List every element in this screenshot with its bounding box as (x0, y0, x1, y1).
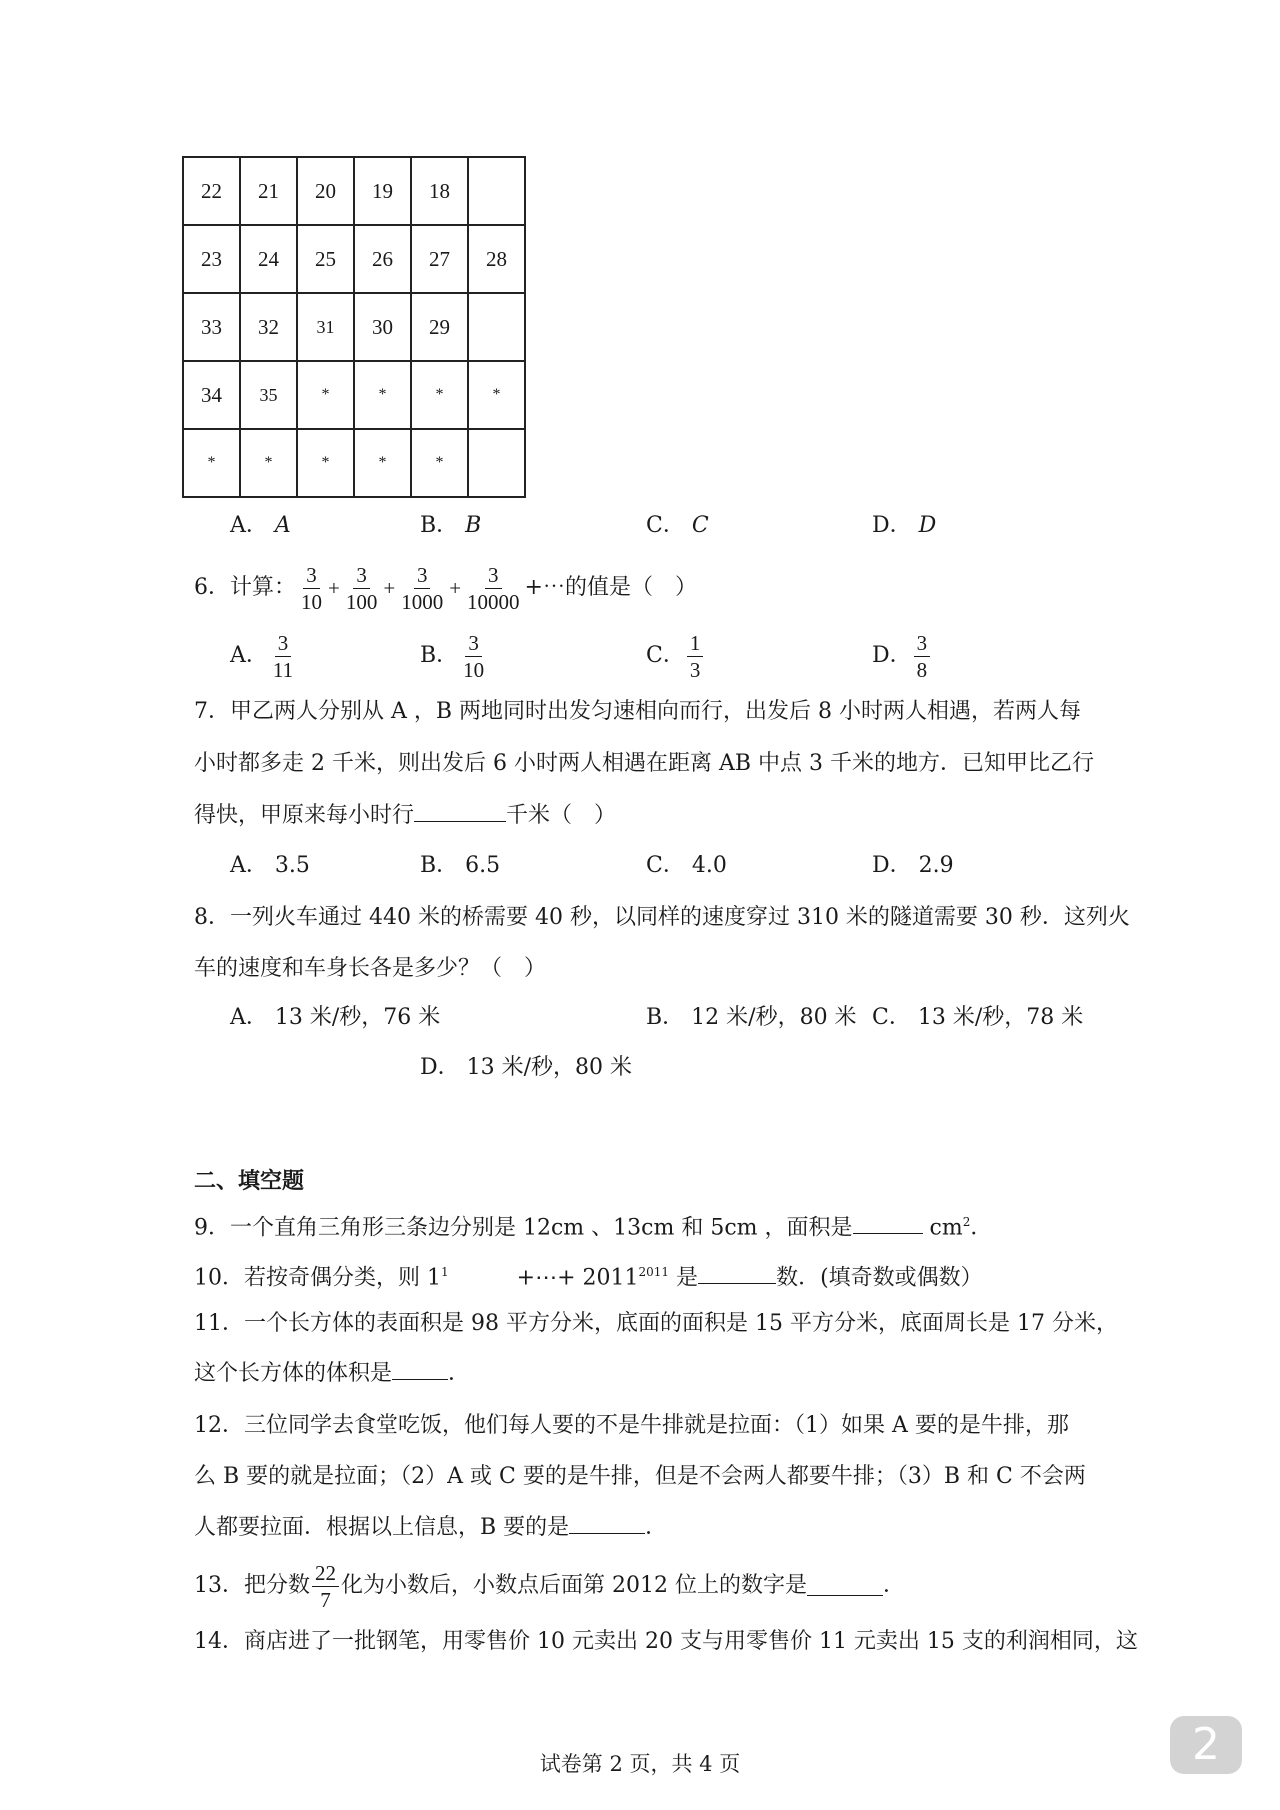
grid-cell: 25 (297, 225, 354, 293)
q6-term-1: $\frac{3}{10}$ (301, 562, 322, 614)
grid-cell: 35 (240, 361, 297, 429)
q7-line-2: 小时都多走 2 千米，则出发后 6 小时两人相遇在距离 AB 中点 3 千米的地方．已知甲比乙行 (194, 751, 1094, 776)
grid-cell: * (297, 361, 354, 429)
grid-cell: 29 (411, 293, 468, 361)
q6-option-b: B． $\frac{3}{10}$ (420, 630, 485, 682)
q7-answer-blank[interactable] (414, 803, 506, 822)
q12-line-1: 12．三位同学去食堂吃饭，他们每人要的不是牛排就是拉面：（1）如果 A 要的是牛排，那 (194, 1413, 1069, 1438)
q12-line-3: 人都要拉面．根据以上信息，B 要的是 ． (194, 1515, 668, 1540)
grid-cell: 26 (354, 225, 411, 293)
q13-fraction: $\frac{22}{7}$ (312, 1561, 339, 1612)
grid-cell: 23 (183, 225, 240, 293)
q14-line-1: 14．商店进了一批钢笔，用零售价 10 元卖出 20 支与用零售价 11 元卖出 15 支的利润相同，这 (194, 1629, 1138, 1654)
grid-row (183, 157, 525, 225)
grid-cell (468, 293, 525, 361)
q6-question: 6．计算： $\frac{3}{10}$ + $\frac{3}{100}$ + $\frac{3}{1000}$ + $\frac{3}{10000}$ +⋯的值是（ ） (194, 562, 697, 614)
grid-cell: * (354, 361, 411, 429)
page-footer: 试卷第 2 页，共 4 页 (539, 1752, 741, 1776)
q7-option-a: A． 3.5 (230, 853, 310, 878)
q7-line-3: 得快，甲原来每小时行 千米（ ） (194, 803, 617, 828)
q6-term-2: $\frac{3}{100}$ (345, 562, 378, 614)
q5-option-d: D． D (872, 513, 937, 538)
grid-cell: * (411, 361, 468, 429)
q6-option-a: A． $\frac{3}{11}$ (230, 630, 294, 682)
grid-cell: 18 (411, 157, 468, 225)
q9-question: 9．一个直角三角形三条边分别是 12cm 、13cm 和 5cm ，面积是 $cm^2$． (194, 1215, 993, 1241)
q8-option-b: B． 12 米/秒，80 米 (646, 1005, 857, 1030)
grid-cell: 31 (297, 293, 354, 361)
grid-cell (468, 429, 525, 497)
q6-term-3: $\frac{3}{1000}$ (401, 562, 444, 614)
page-number-badge: 2 (1170, 1716, 1242, 1774)
grid-row (183, 293, 525, 361)
q9-answer-blank[interactable] (853, 1215, 923, 1234)
q8-line-2: 车的速度和车身长各是多少？（ ） (194, 956, 547, 981)
q10-question: 10．若按奇偶分类，则 $1^1$ +⋯+ $2011^{2011}$ 是 数．(填奇数或偶数） (194, 1265, 983, 1291)
grid-cell: 34 (183, 361, 240, 429)
q12-line-2: 么 B 要的就是拉面；（2）A 或 C 要的是牛排，但是不会两人都要牛排；（3）B 和 C 不会两 (194, 1464, 1086, 1489)
q7-option-c: C． 4.0 (646, 853, 727, 878)
q6-option-c: C． $\frac{1}{3}$ (646, 626, 705, 686)
q7-option-d: D． 2.9 (872, 853, 954, 878)
q11-line-2: 这个长方体的体积是 ． (194, 1361, 471, 1386)
q5-option-c: C． C (646, 513, 709, 538)
q5-option-b: B． B (420, 513, 482, 538)
q6-term-4: $\frac{3}{10000}$ (467, 562, 520, 614)
q7-line-1: 7．甲乙两人分别从 A ，B 两地同时出发匀速相向而行，出发后 8 小时两人相遇，若两人每 (194, 699, 1082, 724)
grid-cell (468, 157, 525, 225)
number-grid (182, 156, 526, 498)
grid-cell: * (297, 429, 354, 497)
grid-cell: 22 (183, 157, 240, 225)
grid-cell: 21 (240, 157, 297, 225)
grid-cell: 20 (297, 157, 354, 225)
q8-option-d: D． 13 米/秒，80 米 (420, 1055, 633, 1080)
q11-answer-blank[interactable] (392, 1361, 448, 1380)
grid-cell: * (354, 429, 411, 497)
q8-option-a: A． 13 米/秒，76 米 (230, 1005, 441, 1030)
grid-cell: 30 (354, 293, 411, 361)
q7-option-b: B． 6.5 (420, 853, 501, 878)
q12-answer-blank[interactable] (569, 1515, 645, 1534)
grid-row (183, 225, 525, 293)
q8-line-1: 8．一列火车通过 440 米的桥需要 40 秒，以同样的速度穿过 310 米的隧道需要 30 秒．这列火 (194, 905, 1130, 930)
section-title-fill-in: 二、填空题 (194, 1168, 305, 1194)
grid-cell: 33 (183, 293, 240, 361)
grid-cell: 32 (240, 293, 297, 361)
grid-cell: * (183, 429, 240, 497)
q11-line-1: 11．一个长方体的表面积是 98 平方分米，底面的面积是 15 平方分米，底面周长是 17 分米， (194, 1311, 1118, 1336)
q5-option-a: A． A (230, 513, 291, 538)
q8-option-c: C． 13 米/秒，78 米 (872, 1005, 1084, 1030)
grid-cell: 28 (468, 225, 525, 293)
grid-cell: 24 (240, 225, 297, 293)
grid-cell: 27 (411, 225, 468, 293)
q10-answer-blank[interactable] (698, 1265, 776, 1284)
grid-cell: * (468, 361, 525, 429)
grid-cell: 19 (354, 157, 411, 225)
grid-row (183, 361, 525, 429)
grid-row (183, 429, 525, 497)
q6-option-d: D． $\frac{3}{8}$ (872, 626, 932, 686)
q13-answer-blank[interactable] (807, 1577, 883, 1596)
grid-cell: * (240, 429, 297, 497)
grid-cell: * (411, 429, 468, 497)
q13-question: 13．把分数 $\frac{22}{7}$ 化为小数后，小数点后面第 2012 位上的数字是 ． (194, 1560, 905, 1612)
